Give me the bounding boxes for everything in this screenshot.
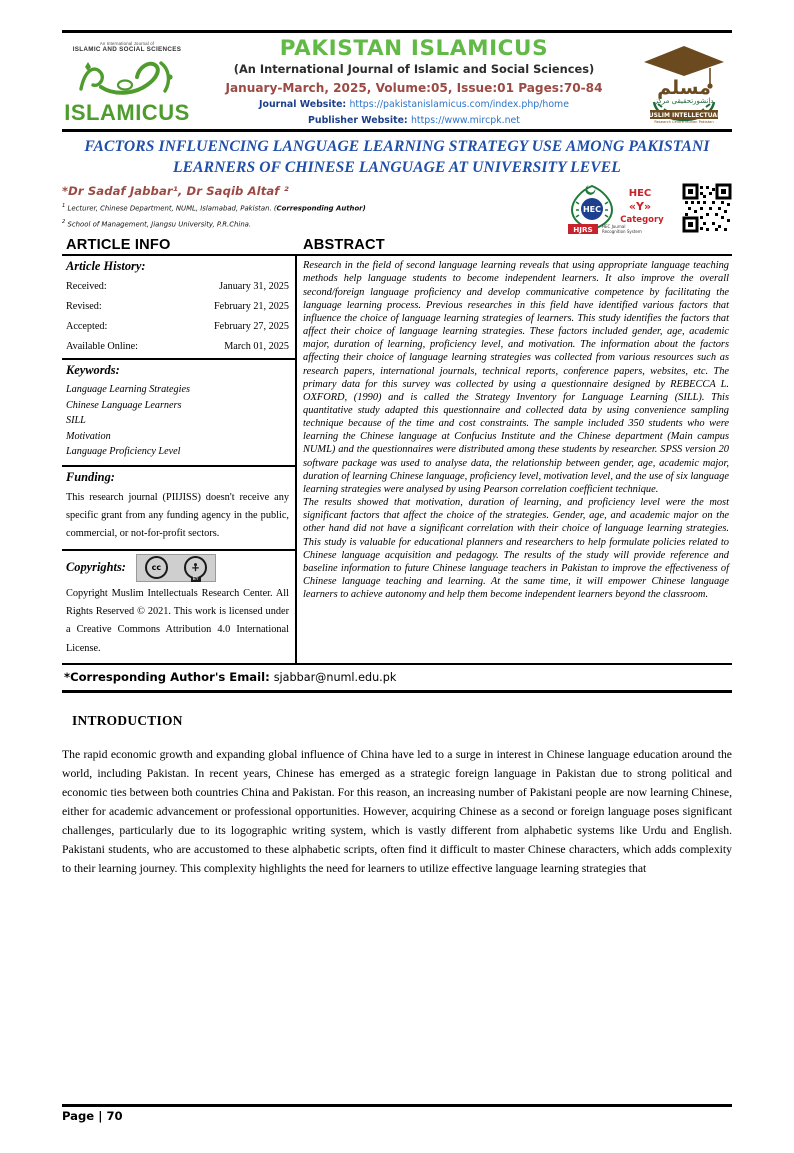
keyword-item: Chinese Language Learners [66,399,182,411]
corresponding-author-email-bar [62,665,732,693]
info-abstract-table [62,256,732,665]
funding-text: This research journal (PIIJISS) doesn't receive any specific grant from any funding agency in the public, commercial, or not-for-profit sectors. [66,491,289,540]
history-label: Available Online: [66,340,138,352]
page-footer [62,1104,732,1123]
history-label: Accepted: [66,320,108,332]
hec-badge-icon [562,182,680,239]
affiliation-2-marker: 2 [62,219,66,226]
journal-article-page [0,30,794,1153]
history-row [66,281,289,294]
copyrights-heading-row [66,554,289,582]
abstract-body [303,259,729,601]
abstract-paragraph-1: Research in the field of second language learning reveals that using appropriate language teaching methods help language students to become independent learners. It also improve the overall second/foreign language proficiency and develop communicative competence by facilitating the language learning process. Previous researches in this field have identified various factors that influence the choice of language learning strategies of learners. This study identifies the factors that affect their choice of language learning strategies. These factors included gender, age, academic major, duration of learning, proficiency level, and motivation. The information about the factors affecting their choice of language learning strategies was collected from various resources such as research papers, international journals, technical reports, conference papers, websites, etc. The primary data for this survey was collected by using a questionnaire designed by REBECCA L. OXFORD, (1990) and is called the Strategy Inventory for Language Learning (SILL). This quantitative study adapted this questionnaire and collected data by using convenience sampling technique because of the time and cost constraints. The sample included 350 students who were learning the Chinese language at Confucius Institute and the Chinese department (Main campus NUML) and the questionnaires were distributed among these students by researcher. SPSS version 20 software package was used to analyse data, the relationship between gender, age, academic major, duration of learning Chinese language, proficiency level, motivation level, and the use of six language learning strategies were analysed by using Pearson correlation coefficient technique. [303,260,729,495]
creative-commons-icon [136,554,216,582]
copyrights-section [62,551,295,663]
graduation-cap-icon [640,40,728,124]
introduction-paragraph: The rapid economic growth and expanding global influence of China have led to a surge in interest in Chinese language education around the world, including Pakistan. In recent years, Chinese has emerged as a strategic foreign language in Pakistan due to strong political and economic ties between both countries China and Pakistan. For this reason, an increasing number of Pakistani people are now learning Chinese, either for academic advancement or professional opportunities. However, acquiring Chinese as a second or foreign language poses significant challenges, particularly due to its logographic writing system, which is vastly different from alphabetic systems like Urdu and English. Pakistani students, who are accustomed to these alphabetic scripts, often find it difficult to master Chinese characters, which adds complexity to their learning journey. This complexity highlights the need for learners to utilize effective language learning strategies that [62,748,732,875]
svg-text:مسلم: مسلم [657,77,711,100]
publisher-website-row [196,114,632,128]
section-heading-introduction: INTRODUCTION [72,713,183,729]
svg-text:HJRS: HJRS [573,224,593,234]
copyright-text: Copyright Muslim Intellectuals Research Center. All Rights Reserved © 2021. This work is licensed under a Creative Commons Attribution 4.0 International License. [66,587,289,654]
article-history-section [62,256,295,360]
page-number: Page | 70 [62,1109,123,1123]
affiliation-2 [62,218,560,230]
author-names: *Dr Sadaf Jabbar¹, Dr Saqib Altaf ² [62,184,289,199]
journal-issue-line: January-March, 2025, Volume:05, Issue:01 Pages:70-84 [225,80,603,95]
keyword-item: Language Learning Strategies [66,384,190,396]
history-row [66,321,289,334]
journal-website-link[interactable]: https://pakistanislamicus.com/index.php/home [349,99,569,111]
article-history-heading: Article History: [66,259,146,274]
history-value: February 21, 2025 [214,301,289,312]
article-info-column [62,256,297,663]
affiliation-1-text: Lecturer, Chinese Department, NUML, Islamabad, Pakistan. ( [67,204,277,213]
history-label: Revised: [66,301,102,312]
svg-text:Category: Category [620,214,664,225]
cc-by-label: BY [192,576,199,582]
affiliation-1-marker: 1 [62,203,66,210]
islamicus-logo-tagline: ISLAMIC AND SOCIAL SCIENCES [72,45,182,53]
corresponding-email-value[interactable]: sjabbar@numl.edu.pk [273,671,397,685]
history-value: February 27, 2025 [214,320,289,332]
cc-circle-icon: cc [145,556,168,579]
islamicus-wordmark: ISLAMICUS [64,99,190,125]
svg-text:دانشورتحقیقی مرکز: دانشورتحقیقی مرکز [654,97,714,106]
svg-text:Recognition System: Recognition System [602,228,642,234]
history-label: Received: [66,281,107,293]
info-table-header [62,236,732,256]
keywords-section [62,360,295,467]
journal-website-row [196,98,632,112]
journal-title: PAKISTAN ISLAMICUS [279,36,549,61]
svg-text:«Y»: «Y» [628,199,652,213]
funding-section [62,467,295,551]
journal-subtitle: (An International Journal of Islamic and Social Sciences) [233,62,595,77]
islamicus-logo [62,37,192,127]
history-value: January 31, 2025 [219,281,289,293]
recognition-badges [560,184,732,236]
history-row [66,301,289,314]
funding-heading: Funding: [66,469,115,484]
svg-text:HEC: HEC [628,187,652,199]
abstract-header: ABSTRACT [303,237,385,254]
islamicus-calligraphy-icon [75,55,179,101]
mirc-logo [636,37,732,127]
affiliation-2-text: School of Management, Jiangsu University, P.R.China. [67,220,252,229]
svg-text:MUSLIM INTELLECTUALS: MUSLIM INTELLECTUALS [642,112,726,120]
publisher-website-label: Publisher Website: [308,114,408,126]
keyword-item: SILL [66,415,86,427]
history-row [66,341,289,354]
journal-website-label: Journal Website: [259,99,347,111]
journal-masthead [62,30,732,132]
svg-text:HEC: HEC [582,204,602,214]
corresponding-email-label: *Corresponding Author's Email: [64,670,270,685]
keyword-item: Language Proficiency Level [66,446,181,458]
keyword-item: Motivation [66,430,111,442]
masthead-center [192,37,636,127]
keywords-heading: Keywords: [66,363,120,378]
affiliation-1-corresponding: Corresponding Author) [276,204,366,213]
article-title: FACTORS INFLUENCING LANGUAGE LEARNING STRATEGY USE AMONG PAKISTANI LEARNERS OF CHINESE LANGUAGE AT UNIVERSITY LEVEL [84,138,710,177]
abstract-paragraph-2: The results showed that motivation, duration of learning, and proficiency level were the most significant factors that affect the choice of the strategies. Gender, age, and academic major on the other hand did not have a significant correlation with their choice of language learning strategies. This study is valuable for educational planners and researchers to help formulate policies related to Chinese language acquisition and pedagogy. The results of the study will provide reference and baseline information to future Chinese language teachers in Pakistan to improve the effectiveness of Chinese language teaching and learning. At the same time, it will empower Chinese language learners to achieve autonomy and help them become independent learners beyond the classroom. [303,497,729,601]
svg-text:Research Centre Multan Pakista: Research Centre Multan Pakistan [654,120,714,125]
svg-text:HEC Journal: HEC Journal [602,223,626,229]
publisher-website-link[interactable]: https://www.mircpk.net [410,114,520,126]
author-block [62,184,732,236]
abstract-column [297,256,732,663]
affiliation-1 [62,202,560,214]
islamicus-logo-tagline-small: An International Journal of [99,40,155,46]
history-value: March 01, 2025 [224,340,289,352]
copyrights-heading: Copyrights: [66,560,126,575]
article-info-header: ARTICLE INFO [66,237,171,254]
qr-code-icon [682,183,732,238]
author-names-column [62,184,560,230]
